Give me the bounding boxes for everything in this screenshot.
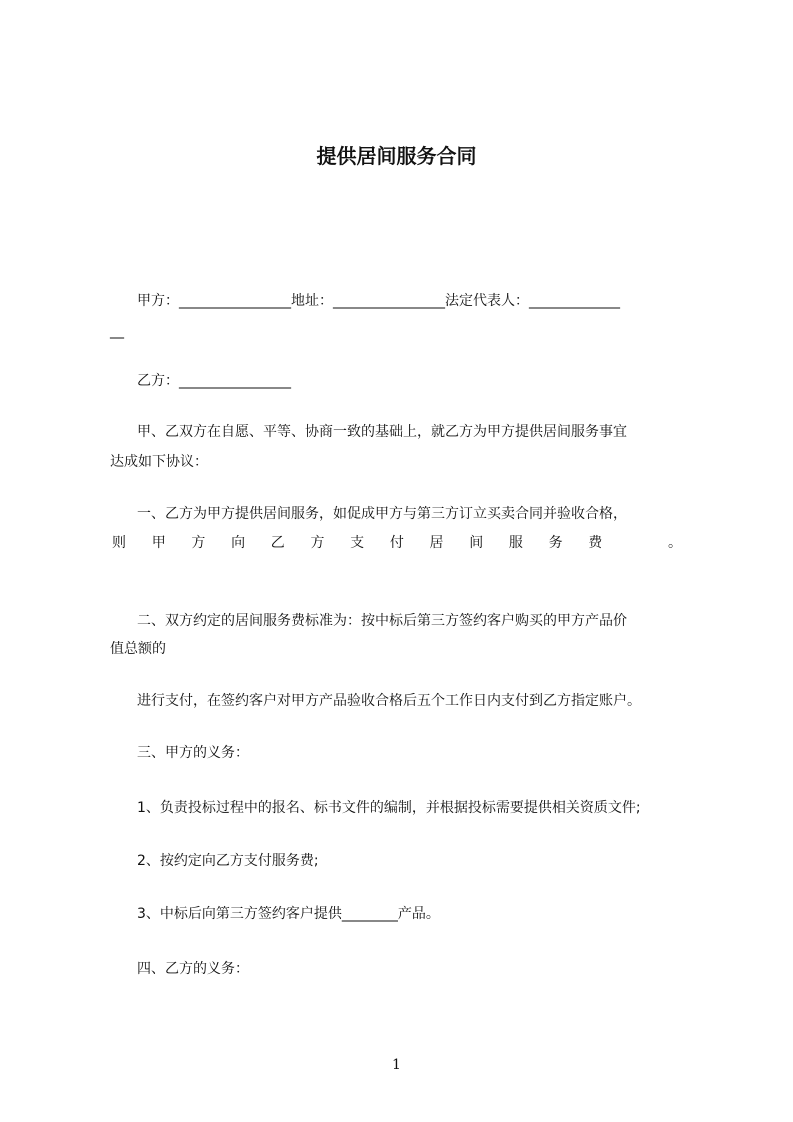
clause-1-char: 付 — [389, 535, 404, 551]
clause-1-char: 居 — [429, 535, 444, 551]
clause-1-char: 间 — [469, 535, 484, 551]
clause-1-char: 方 — [310, 535, 325, 551]
clause-4-heading: 四、乙方的义务： — [137, 961, 249, 977]
clause-3-item-1: 1、负责投标过程中的报名、标书文件的编制，并根据投标需要提供相关资质文件; — [137, 800, 641, 816]
clause-1-char: 务 — [548, 535, 563, 551]
clause-1-char: 乙 — [270, 535, 285, 551]
clause-1-char: 支 — [350, 535, 365, 551]
clause-2-line-3: 进行支付，在签约客户对甲方产品验收合格后五个工作日内支付到乙方指定账户。 — [137, 693, 641, 709]
clause-1-char: 方 — [191, 535, 206, 551]
party-b-line: 乙方：________________ — [137, 373, 291, 389]
clause-3-item-2: 2、按约定向乙方支付服务费; — [137, 853, 319, 869]
intro-line-2: 达成如下协议： — [110, 454, 208, 470]
clause-1-char: 则 — [112, 535, 126, 551]
clause-1-line-1: 一、乙方为甲方提供居间服务，如促成甲方与第三方订立买卖合同并验收合格， — [137, 506, 627, 522]
clause-1-char: 。 — [667, 535, 682, 551]
clause-1-char: 向 — [231, 535, 246, 551]
party-a-line-continuation: __ — [110, 323, 124, 339]
clause-1-line-2 — [112, 531, 682, 555]
intro-line-1: 甲、乙双方在自愿、平等、协商一致的基础上，就乙方为甲方提供居间服务事宜 — [137, 424, 627, 440]
clause-1-char: 服 — [508, 535, 523, 551]
clause-2-line-2: 值总额的 — [110, 641, 166, 657]
clause-1-char: 费 — [588, 535, 603, 551]
clause-3-item-3: 3、中标后向第三方签约客户提供________产品。 — [137, 906, 440, 922]
clause-2-line-1: 二、双方约定的居间服务费标准为：按中标后第三方签约客户购买的甲方产品价 — [137, 613, 627, 629]
clause-1-char: 甲 — [151, 535, 166, 551]
document-title: 提供居间服务合同 — [316, 144, 477, 168]
page-number: 1 — [392, 1057, 401, 1073]
clause-3-heading: 三、甲方的义务： — [137, 745, 249, 761]
party-a-line: 甲方：________________地址：________________法定代表人：_____________ — [137, 293, 620, 309]
